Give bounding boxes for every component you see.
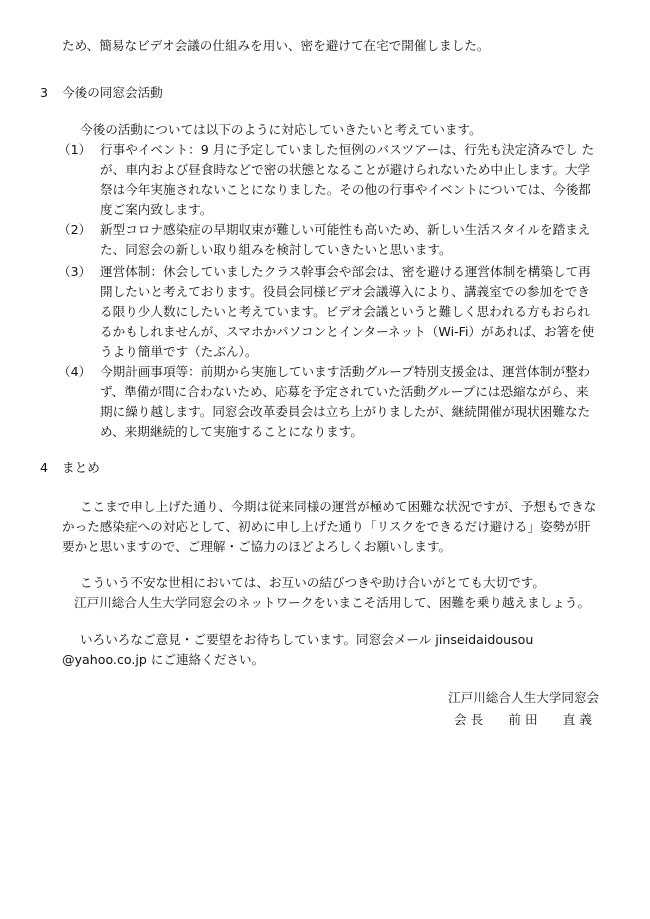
section4-heading: まとめ	[62, 460, 100, 475]
summary-para3-line1: いろいろなご意見・ご要望をお待ちしています。同窓会メール jinseidaidousou	[80, 632, 534, 647]
item3-marker: （3）	[58, 264, 92, 279]
item4-marker: （4）	[58, 364, 92, 379]
signature-title-name: 会 長 前 田 直 義	[454, 712, 592, 727]
summary-para2-line1: こういう不安な世相においては、お互いの結びつきや助け合いがとても大切です。	[80, 575, 545, 590]
item4-line3: 期に繰り越します。同窓会改革委員会は立ち上がりましたが、継続開催が現状困難なた	[100, 404, 591, 419]
item3-line4: るかもしれませんが、スマホかパソコンとインターネット（Wi-Fi）があれば、お箸を使	[100, 324, 595, 339]
item2-marker: （2）	[58, 222, 92, 237]
item3-line1: 運営体制：休会していましたクラス幹事会や部会は、密を避ける運営体制を構築して再	[100, 264, 591, 279]
item3-line2: 開したいと考えております。役員会同様ビデオ会議導入により、講義室での参加をでき	[100, 284, 590, 299]
item2-line2: た、同窓会の新しい取り組みを検討していきたいと思います。	[100, 242, 452, 257]
summary-para1-line2: かった感染症への対応として、初めに申し上げた通り「リスクをできるだけ避ける」姿勢が肝	[62, 519, 591, 534]
item1-line1: 行事やイベント：9 月に予定していました恒例のバスツアーは、行先も決定済みでし た	[100, 142, 595, 157]
intro-tail-text: ため、簡易なビデオ会議の仕組みを用い、密を避けて在宅で開催しました。	[62, 38, 490, 53]
item4-line4: め、来期継続的して実施することになります。	[100, 424, 363, 439]
item3-line3: る限り少人数にしたいと考えています。ビデオ会議というと難しく思われる方もおられ	[100, 304, 590, 319]
summary-para2-line2: 江戸川総合人生大学同窓会のネットワークをいまこそ活用して、困難を乗り越えましょう。	[74, 595, 591, 610]
section3-heading: 今後の同窓会活動	[62, 85, 163, 100]
signature-organization: 江戸川総合人生大学同窓会	[448, 690, 600, 705]
item1-marker: （1）	[58, 142, 92, 157]
section3-number: 3	[40, 85, 49, 100]
item2-line1: 新型コロナ感染症の早期収束が難しい可能性も高いため、新しい生活スタイルを踏まえ	[100, 222, 591, 237]
section4-number: 4	[40, 460, 49, 475]
item1-line3: 祭は今年実施されないことになりました。その他の行事やイベントについては、今後都	[100, 182, 591, 197]
item4-line1: 今期計画事項等：前期から実施しています活動グループ特別支援金は、運営体制が整わ	[100, 364, 591, 379]
item1-line4: 度ご案内致します。	[100, 202, 213, 217]
item3-line5: うより簡単です（たぶん）。	[100, 344, 258, 359]
item4-line2: ず、準備が間に合わないため、応募を予定されていた活動グループには恐縮ながら、来	[100, 384, 589, 399]
section3-lead: 今後の活動については以下のように対応していきたいと考えています。	[80, 122, 482, 137]
item1-line2: が、車内および昼食時などで密の状態となることが避けられないため中止します。大学	[100, 162, 591, 177]
summary-para1-line1: ここまで申し上げた通り、今期は従来同様の運営が極めて困難な状況ですが、予想もできな	[80, 499, 597, 514]
summary-para3-line2: @yahoo.co.jp にご連絡ください。	[62, 652, 265, 667]
summary-para1-line3: 要かと思いますので、ご理解・ご協力のほどよろしくお願いします。	[62, 539, 452, 554]
